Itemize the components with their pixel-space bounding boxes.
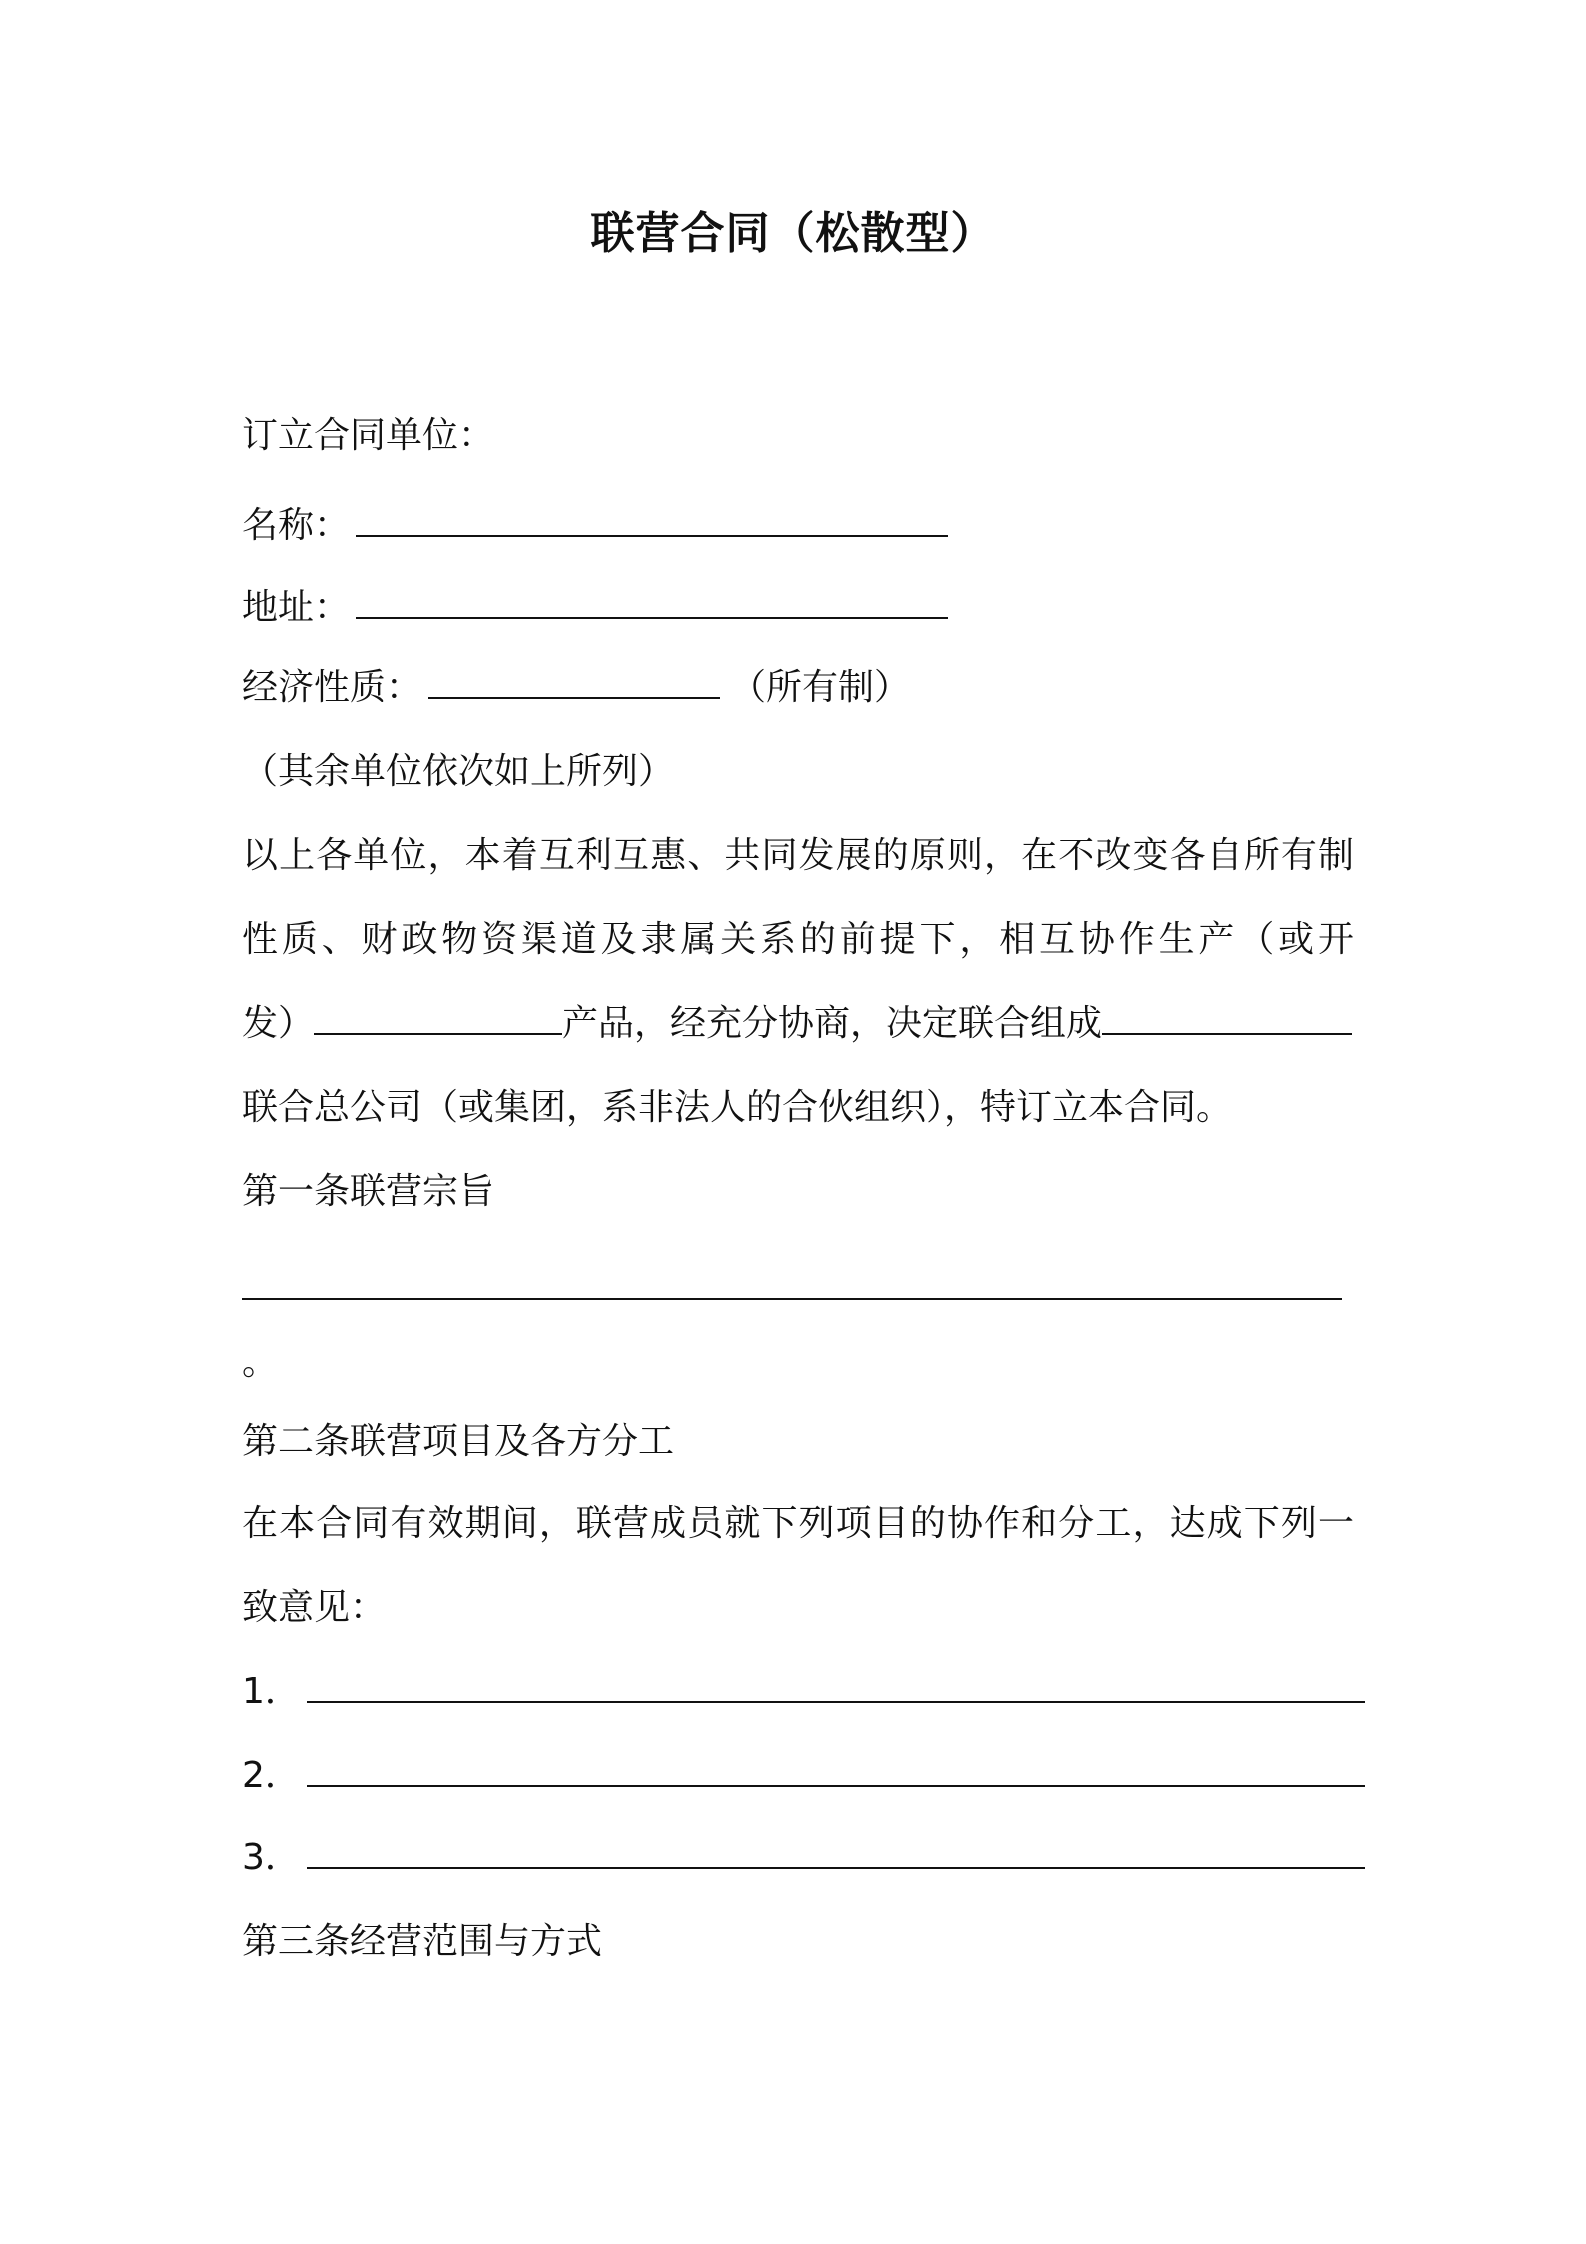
name-blank	[356, 534, 948, 537]
address-label: 地址：	[242, 587, 351, 628]
item-blank-3	[307, 1866, 1365, 1869]
nature-blank	[428, 696, 720, 699]
address-blank	[356, 616, 948, 619]
parties-heading: 订立合同单位：	[242, 415, 495, 456]
name-label: 名称：	[242, 505, 351, 546]
item-number-1: 1．	[242, 1671, 301, 1712]
article-1-blank	[242, 1298, 1342, 1300]
item-number-3: 3．	[242, 1837, 301, 1878]
document-title: 联营合同（松散型）	[590, 208, 996, 259]
preamble-line-1: 以上各单位，本着互利互惠、共同发展的原则，在不改变各自所有制	[242, 835, 1354, 876]
address-row	[242, 587, 948, 628]
others-note: （其余单位依次如上所列）	[242, 751, 675, 792]
preamble-line-3-start: 发）	[242, 1003, 315, 1044]
article-2-text-line-2: 致意见：	[242, 1587, 387, 1628]
company-blank	[1102, 1032, 1352, 1035]
name-row	[242, 505, 948, 546]
item-row-1	[242, 1671, 1365, 1712]
product-blank	[314, 1032, 562, 1035]
item-row-2	[242, 1755, 1365, 1796]
preamble-line-4: 联合总公司（或集团，系非法人的合伙组织），特订立本合同。	[242, 1087, 1233, 1128]
item-row-3	[242, 1837, 1365, 1878]
article-1-end: 。	[242, 1342, 279, 1383]
item-number-2: 2．	[242, 1755, 301, 1796]
preamble-line-2: 性质、财政物资渠道及隶属关系的前提下，相互协作生产（或开	[242, 919, 1354, 960]
nature-suffix: （所有制）	[730, 667, 911, 708]
article-1-heading: 第一条联营宗旨	[242, 1171, 495, 1212]
article-2-heading: 第二条联营项目及各方分工	[242, 1421, 675, 1462]
item-blank-2	[307, 1784, 1365, 1787]
nature-label: 经济性质：	[242, 667, 423, 708]
nature-row	[242, 667, 911, 708]
preamble-line-3	[242, 1003, 1352, 1044]
item-blank-1	[307, 1700, 1365, 1703]
article-3-heading: 第三条经营范围与方式	[242, 1921, 603, 1962]
article-2-text-line-1: 在本合同有效期间，联营成员就下列项目的协作和分工，达成下列一	[242, 1503, 1354, 1544]
preamble-line-3-middle: 产品，经充分协商，决定联合组成	[562, 1003, 1103, 1044]
